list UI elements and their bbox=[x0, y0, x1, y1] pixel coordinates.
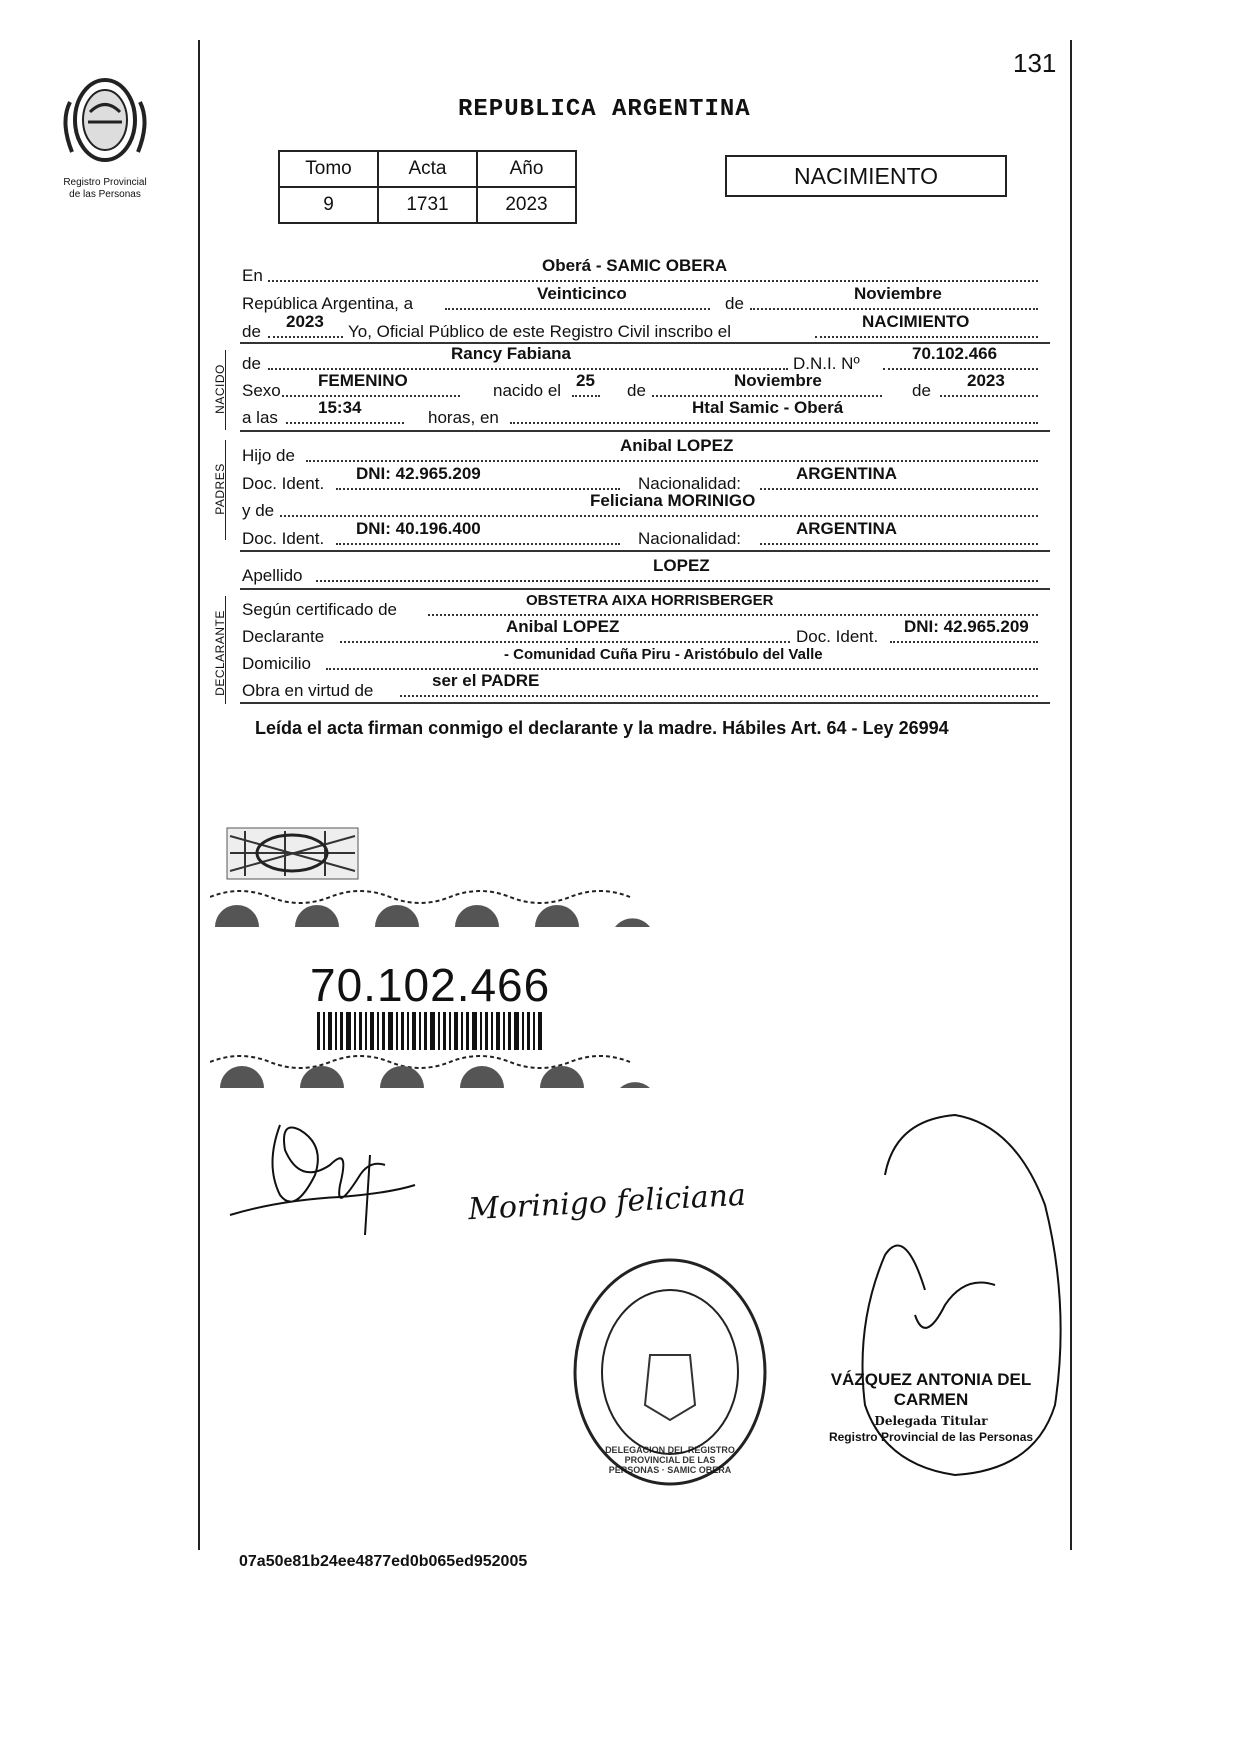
label-de: de bbox=[242, 322, 261, 341]
label-nacionalidad-2: Nacionalidad: bbox=[638, 529, 742, 548]
value-acta: 1731 bbox=[378, 187, 477, 223]
dotted-line bbox=[400, 695, 1038, 697]
label-yo: Yo, Oficial Público de este Registro Civil inscribo el bbox=[348, 322, 731, 341]
label-a-las: a las bbox=[242, 408, 278, 427]
official-name: VÁZQUEZ ANTONIA DEL CARMEN bbox=[830, 1370, 1032, 1409]
label-republica: República Argentina, a bbox=[242, 294, 414, 313]
label-doc-ident-3: Doc. Ident. bbox=[796, 627, 879, 646]
label-nacido-el: nacido el bbox=[493, 381, 562, 400]
dotted-line bbox=[306, 460, 1038, 462]
section-divider bbox=[240, 588, 1050, 590]
dotted-line bbox=[286, 422, 404, 424]
label-de-mes: de bbox=[725, 294, 744, 313]
label-de-dia: de bbox=[627, 381, 646, 400]
value-lugar-nac: Htal Samic - Oberá bbox=[692, 398, 844, 417]
row-madre-doc bbox=[240, 519, 1050, 551]
value-domicilio: - Comunidad Cuña Piru - Aristóbulo del Valle bbox=[504, 646, 823, 663]
dotted-line bbox=[940, 395, 1038, 397]
act-type-box: NACIMIENTO bbox=[725, 155, 1007, 197]
row-hora bbox=[240, 398, 1050, 430]
value-declarante-doc: DNI: 42.965.209 bbox=[904, 617, 1029, 636]
barcode-icon bbox=[317, 1012, 542, 1050]
header-tomo: Tomo bbox=[279, 151, 378, 187]
label-nacionalidad-1: Nacionalidad: bbox=[638, 474, 742, 493]
row-acto bbox=[240, 312, 1050, 344]
registry-logo bbox=[50, 72, 160, 207]
dotted-line bbox=[326, 668, 1038, 670]
row-sexo bbox=[240, 371, 1050, 403]
dotted-line bbox=[428, 614, 1038, 616]
round-seal bbox=[570, 1255, 770, 1490]
value-certificado: OBSTETRA AIXA HORRISBERGER bbox=[526, 592, 774, 609]
dotted-line bbox=[336, 488, 620, 490]
value-anio-nac: 2023 bbox=[967, 371, 1005, 390]
side-label-declarante: DECLARANTE bbox=[213, 610, 227, 696]
dotted-line bbox=[340, 641, 790, 643]
label-hijo-de: Hijo de bbox=[242, 446, 295, 465]
declarant-signature-icon bbox=[220, 1105, 430, 1245]
official-stamp bbox=[800, 1370, 1062, 1444]
label-y-de: y de bbox=[242, 501, 275, 520]
dotted-line bbox=[652, 395, 882, 397]
section-divider bbox=[240, 430, 1050, 432]
side-label-nacido: NACIDO bbox=[213, 364, 227, 414]
value-lugar: Oberá - SAMIC OBERA bbox=[542, 256, 728, 275]
value-padre: Anibal LOPEZ bbox=[620, 436, 734, 455]
value-nombre: Rancy Fabiana bbox=[451, 344, 571, 363]
section-divider bbox=[240, 702, 1050, 704]
side-label-padres: PADRES bbox=[213, 463, 227, 515]
dotted-line bbox=[815, 336, 1038, 338]
dotted-line bbox=[883, 368, 1038, 370]
dotted-line bbox=[510, 422, 1038, 424]
value-padre-nac: ARGENTINA bbox=[796, 464, 898, 483]
value-mes-nac: Noviembre bbox=[734, 371, 822, 390]
wave-pattern-bottom-icon bbox=[210, 1050, 650, 1090]
value-apellido: LOPEZ bbox=[653, 556, 710, 575]
label-doc-ident-1: Doc. Ident. bbox=[242, 474, 325, 493]
label-segun-certificado: Según certificado de bbox=[242, 600, 397, 619]
value-sexo: FEMENINO bbox=[318, 371, 408, 390]
page-number: 131 bbox=[1013, 48, 1057, 78]
value-padre-doc: DNI: 42.965.209 bbox=[356, 464, 481, 483]
label-dni: D.N.I. Nº bbox=[793, 354, 860, 373]
official-role: Delegada Titular bbox=[874, 1414, 988, 1428]
header-acta: Acta bbox=[378, 151, 477, 187]
label-en: En bbox=[242, 266, 263, 285]
official-office: Registro Provincial de las Personas bbox=[828, 1430, 1034, 1444]
value-mes: Noviembre bbox=[854, 284, 942, 303]
value-dia: 25 bbox=[576, 371, 595, 390]
mother-signature: Morinigo feliciana bbox=[467, 1177, 747, 1228]
value-declarante: Anibal LOPEZ bbox=[506, 617, 620, 636]
label-sexo: Sexo bbox=[242, 381, 281, 400]
label-de-anio: de bbox=[912, 381, 931, 400]
value-acto: NACIMIENTO bbox=[862, 312, 970, 331]
left-margin-line bbox=[198, 40, 200, 1550]
dotted-line bbox=[268, 336, 343, 338]
dotted-line bbox=[280, 515, 1038, 517]
value-tomo: 9 bbox=[279, 187, 378, 223]
value-hora: 15:34 bbox=[318, 398, 362, 417]
label-domicilio: Domicilio bbox=[242, 654, 311, 673]
label-apellido: Apellido bbox=[242, 566, 303, 585]
dotted-line bbox=[445, 308, 710, 310]
dotted-line bbox=[760, 488, 1038, 490]
header-anio: Año bbox=[477, 151, 576, 187]
wave-pattern-top-icon bbox=[210, 885, 650, 930]
dotted-line bbox=[336, 543, 620, 545]
value-dni: 70.102.466 bbox=[912, 344, 998, 363]
dotted-line bbox=[760, 543, 1038, 545]
dotted-line bbox=[268, 280, 1038, 282]
provincial-seal-icon bbox=[50, 72, 160, 172]
value-madre: Feliciana MORINIGO bbox=[590, 491, 756, 510]
value-madre-doc: DNI: 40.196.400 bbox=[356, 519, 481, 538]
logo-caption: Registro Provincial de las Personas bbox=[63, 177, 147, 200]
section-divider bbox=[240, 550, 1050, 552]
security-pattern-icon bbox=[225, 826, 360, 881]
label-horas-en: horas, en bbox=[428, 408, 499, 427]
row-domicilio bbox=[240, 646, 1050, 676]
dotted-line bbox=[890, 641, 1038, 643]
seal-text: DELEGACION DEL REGISTRO PROVINCIAL DE LAS PERSONAS · SAMIC OBERA bbox=[605, 1445, 735, 1475]
document-hash: 07a50e81b24ee4877ed0b065ed952005 bbox=[239, 1553, 528, 1570]
label-doc-ident-2: Doc. Ident. bbox=[242, 529, 325, 548]
register-table-values bbox=[279, 187, 576, 223]
label-obra-virtud: Obra en virtud de bbox=[242, 681, 374, 700]
row-obra-virtud bbox=[240, 671, 1050, 703]
register-table-header bbox=[279, 151, 576, 187]
value-anio: 2023 bbox=[477, 187, 576, 223]
dotted-line bbox=[750, 308, 1038, 310]
page-title: REPUBLICA ARGENTINA bbox=[458, 96, 751, 123]
barcode-number: 70.102.466 bbox=[310, 959, 551, 1011]
dotted-line bbox=[316, 580, 1038, 582]
value-dia-letras: Veinticinco bbox=[537, 284, 627, 303]
value-madre-nac: ARGENTINA bbox=[796, 519, 898, 538]
dotted-line bbox=[572, 395, 600, 397]
value-anio: 2023 bbox=[286, 312, 324, 331]
row-apellido bbox=[240, 556, 1050, 588]
label-declarante: Declarante bbox=[242, 627, 325, 646]
label-de-nombre: de bbox=[242, 354, 261, 373]
closing-note: Leída el acta firman conmigo el declarante y la madre. Hábiles Art. 64 - Ley 26994 bbox=[255, 718, 949, 738]
register-table bbox=[278, 150, 577, 224]
value-obra-virtud: ser el PADRE bbox=[432, 671, 540, 690]
dotted-line bbox=[282, 395, 460, 397]
dotted-line bbox=[268, 368, 788, 370]
